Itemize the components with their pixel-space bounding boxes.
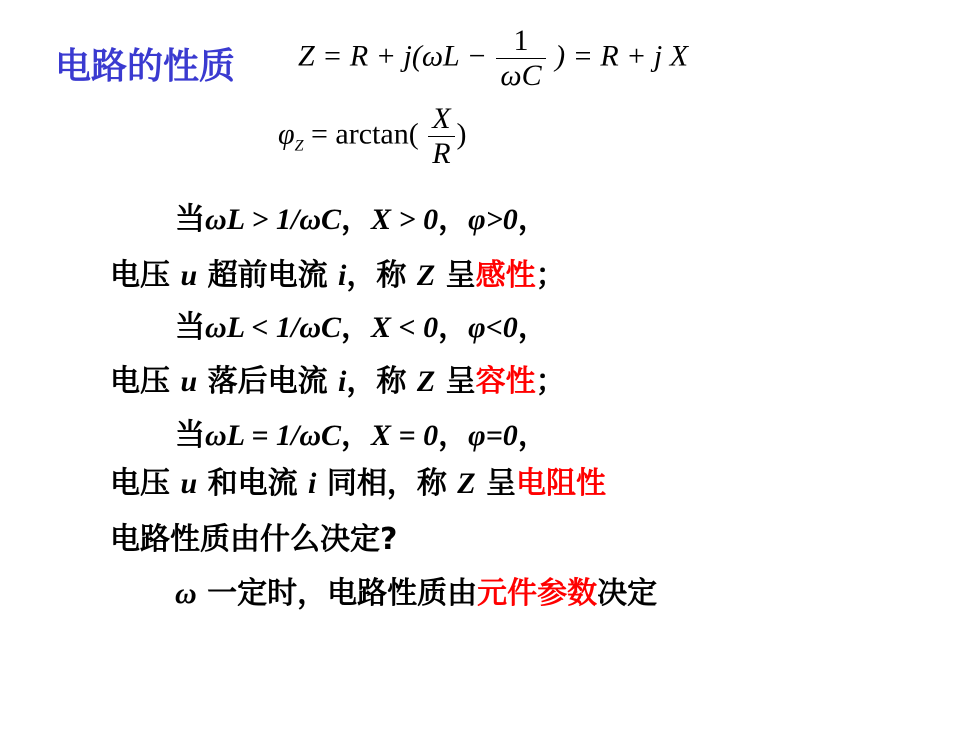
condition-expr: ωL < 1/ωC — [205, 311, 342, 344]
sep: ， — [341, 310, 372, 345]
page-title: 电路的性质 — [55, 46, 236, 87]
sep: ， — [517, 418, 548, 453]
voltage-symbol: u — [180, 365, 198, 398]
phase-expr: φ=0 — [468, 419, 518, 452]
sep: ， — [341, 418, 372, 453]
text: 呈 — [435, 258, 476, 293]
text: 决定 — [597, 576, 658, 611]
text: 同相，称 — [316, 466, 458, 501]
impedance-symbol: Z — [457, 467, 476, 500]
current-symbol: i — [308, 467, 317, 500]
condition-expr: ωL > 1/ωC — [205, 203, 342, 236]
text: 电压 — [110, 364, 181, 399]
answer-line — [175, 568, 657, 612]
sep: ， — [438, 310, 469, 345]
sep: ， — [341, 202, 372, 237]
phase-denominator: R — [428, 136, 454, 171]
reactance-expr: X < 0 — [371, 311, 439, 344]
reactance-expr: X > 0 — [371, 203, 439, 236]
text: 落后电流 — [197, 364, 339, 399]
reactance-expr: X = 0 — [371, 419, 439, 452]
text: 一定时，电路性质由 — [196, 576, 478, 611]
impedance-symbol: Z — [416, 259, 436, 292]
omega-symbol: ω — [175, 577, 197, 610]
condition-line-capacitive — [175, 302, 548, 346]
condition-expr: ωL = 1/ωC — [205, 419, 342, 452]
close-paren: ) — [456, 117, 467, 151]
impedance-formula — [298, 24, 688, 93]
text: ，称 — [346, 258, 417, 293]
sep: ， — [438, 418, 469, 453]
text: 呈 — [435, 364, 476, 399]
phi-subscript: Z — [294, 137, 304, 155]
sep: ， — [438, 202, 469, 237]
arctan-text: = arctan( — [311, 117, 419, 151]
result-line-resistive — [110, 458, 606, 502]
sep: ， — [517, 202, 548, 237]
condition-line-resistive — [175, 410, 548, 454]
text: ； — [535, 364, 566, 399]
phase-expr: φ<0 — [468, 311, 518, 344]
text: ，称 — [346, 364, 417, 399]
result-line-inductive — [110, 250, 566, 294]
sep: ， — [517, 310, 548, 345]
formula-fraction — [496, 24, 545, 93]
when-label: 当 — [175, 202, 205, 237]
component-params-highlight: 元件参数 — [477, 576, 598, 611]
question-line: 电路性质由什么决定? — [110, 522, 398, 557]
text: 电压 — [110, 258, 181, 293]
formula-rhs: ) = R + j X — [555, 39, 689, 73]
text: 呈 — [475, 466, 517, 501]
when-label: 当 — [175, 418, 205, 453]
impedance-symbol: Z — [416, 365, 436, 398]
phase-fraction — [428, 102, 454, 171]
formula-lhs: Z = R + j(ωL − — [298, 39, 487, 73]
inductive-highlight: 感性 — [475, 258, 536, 293]
current-symbol: i — [338, 259, 347, 292]
resistive-highlight: 电阻性 — [516, 466, 607, 501]
capacitive-highlight: 容性 — [475, 364, 536, 399]
phase-expr: φ>0 — [468, 203, 518, 236]
phase-numerator: X — [432, 102, 451, 135]
phase-formula — [278, 102, 467, 171]
condition-line-inductive — [175, 194, 548, 238]
current-symbol: i — [338, 365, 347, 398]
fraction-numerator: 1 — [513, 24, 529, 57]
voltage-symbol: u — [180, 259, 198, 292]
voltage-symbol: u — [180, 467, 198, 500]
text: 和电流 — [197, 466, 309, 501]
phi-symbol: φ — [278, 117, 295, 151]
text: ； — [535, 258, 566, 293]
when-label: 当 — [175, 310, 205, 345]
text: 超前电流 — [197, 258, 339, 293]
result-line-capacitive — [110, 356, 566, 400]
fraction-denominator: ωC — [496, 58, 545, 93]
text: 电压 — [110, 466, 181, 501]
